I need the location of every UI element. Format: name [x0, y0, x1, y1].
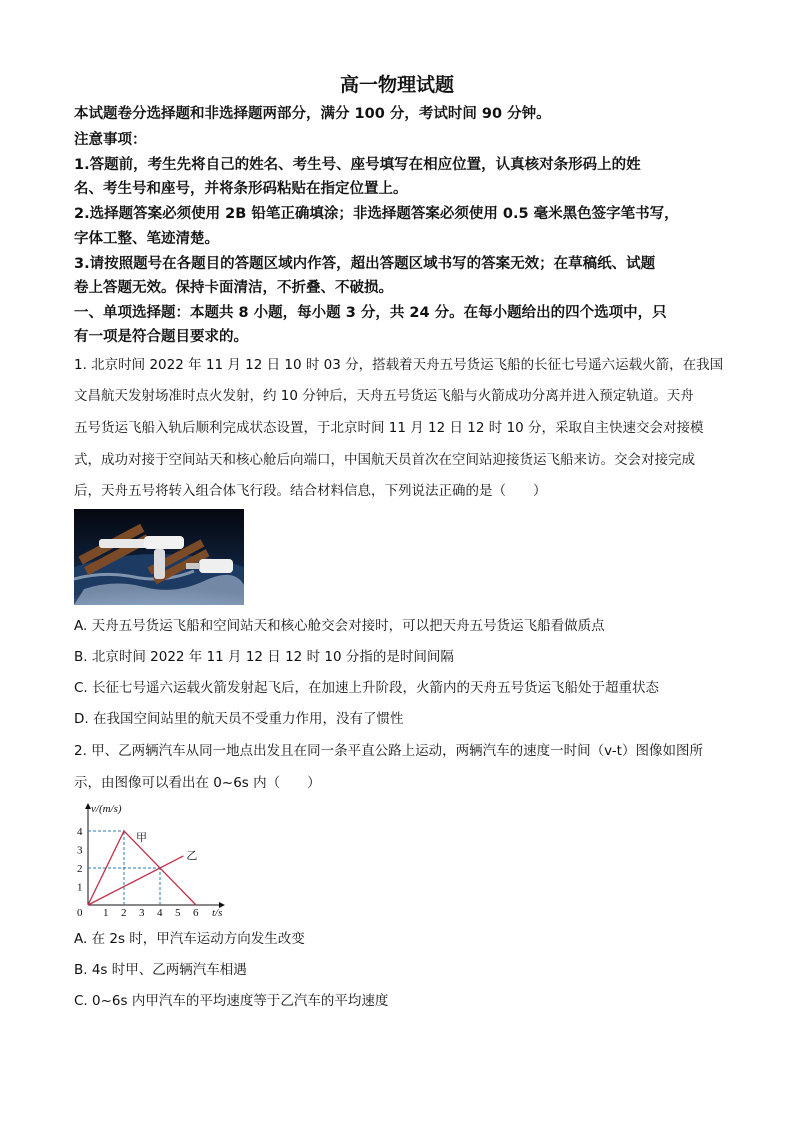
notice-line: 1.答题前，考生先将自己的姓名、考生号、座号填写在相应位置，认真核对条形码上的姓: [74, 157, 641, 173]
q2-option-a: A. 在 2s 时，甲汽车运动方向发生改变: [74, 931, 305, 947]
q1-stem: 1. 北京时间 2022 年 11 月 12 日 10 时 03 分，搭载着天舟五号货运飞船的长征七号遥六运载火箭，在我国: [74, 357, 724, 373]
x-tick-label: 2: [121, 907, 127, 918]
x-tick-label: 1: [103, 907, 109, 918]
notice-line: 2.选择题答案必须使用 2B 铅笔正确填涂；非选择题答案必须使用 0.5 毫米黑色签字笔书写，: [74, 206, 679, 222]
notice-heading: 注意事项：: [74, 132, 147, 148]
section-heading: 一、单项选择题：本题共 8 小题，每小题 3 分，共 24 分。在每小题给出的四个选项中，只: [74, 305, 667, 321]
x-tick-label: 5: [175, 907, 181, 918]
q1-stem: 文昌航天发射场准时点火发射，约 10 分钟后，天舟五号货运飞船与火箭成功分离并进入预定轨道。天舟: [74, 388, 694, 404]
vt-graph-svg: [74, 800, 234, 918]
q1-option-c: C. 长征七号遥六运载火箭发射起飞后，在加速上升阶段，火箭内的天舟五号货运飞船处于超重状态: [74, 680, 660, 696]
series-line-yi: [88, 856, 183, 905]
notice-line: 卷上答题无效。保持卡面清洁，不折叠、不破损。: [74, 280, 393, 296]
x-tick-label: 6: [193, 907, 199, 918]
q1-option-b: B. 北京时间 2022 年 11 月 12 日 12 时 10 分指的是时间间隔: [74, 649, 454, 665]
q2-stem: 示，由图像可以看出在 0~6s 内（ ）: [74, 775, 321, 791]
vt-graph: [74, 800, 234, 918]
y-tick-label: 3: [77, 844, 83, 857]
space-station-photo: [74, 509, 244, 605]
notice-line: 3.请按照题号在各题目的答题区域内作答，超出答题区域书写的答案无效；在草稿纸、试题: [74, 256, 656, 272]
x-axis-label: t/s: [212, 907, 223, 918]
q2-option-c: C. 0~6s 内甲汽车的平均速度等于乙汽车的平均速度: [74, 993, 389, 1009]
q1-stem: 后，天舟五号将转入组合体飞行段。结合材料信息，下列说法正确的是（ ）: [74, 483, 547, 499]
y-tick-label: 4: [77, 826, 83, 838]
y-tick-label: 2: [77, 863, 83, 875]
q1-option-d: D. 在我国空间站里的航天员不受重力作用，没有了惯性: [74, 711, 404, 727]
q2-stem: 2. 甲、乙两辆汽车从同一地点出发且在同一条平直公路上运动，两辆汽车的速度一时间（v-t）图像如图所: [74, 743, 703, 759]
x-tick-label: 4: [157, 907, 163, 918]
series-label: 乙: [186, 848, 198, 862]
q1-option-a: A. 天舟五号货运飞船和空间站天和核心舱交会对接时，可以把天舟五号货运飞船看做质点: [74, 618, 605, 634]
series-label: 甲: [136, 831, 147, 844]
q1-stem: 五号货运飞船入轨后顺利完成状态设置，于北京时间 11 月 12 日 12 时 10 分，采取自主快速交会对接模: [74, 420, 704, 436]
q1-stem: 式，成功对接于空间站天和核心舱后向端口，中国航天员首次在空间站迎接货运飞船来访。交会对接完成: [74, 452, 695, 468]
section-heading: 有一项是符合题目要求的。: [74, 329, 248, 345]
notice-line: 名、考生号和座号，并将条形码粘贴在指定位置上。: [74, 181, 408, 197]
notice-line: 字体工整、笔迹清楚。: [74, 231, 219, 247]
origin-label: 0: [77, 907, 83, 918]
page-title: 高一物理试题: [339, 74, 454, 96]
exam-intro: 本试题卷分选择题和非选择题两部分，满分 100 分，考试时间 90 分钟。: [74, 106, 551, 122]
x-tick-label: 3: [139, 907, 145, 918]
y-axis-label: v/(m/s): [91, 803, 122, 815]
y-tick-label: 1: [77, 881, 83, 894]
q2-option-b: B. 4s 时甲、乙两辆汽车相遇: [74, 962, 247, 978]
